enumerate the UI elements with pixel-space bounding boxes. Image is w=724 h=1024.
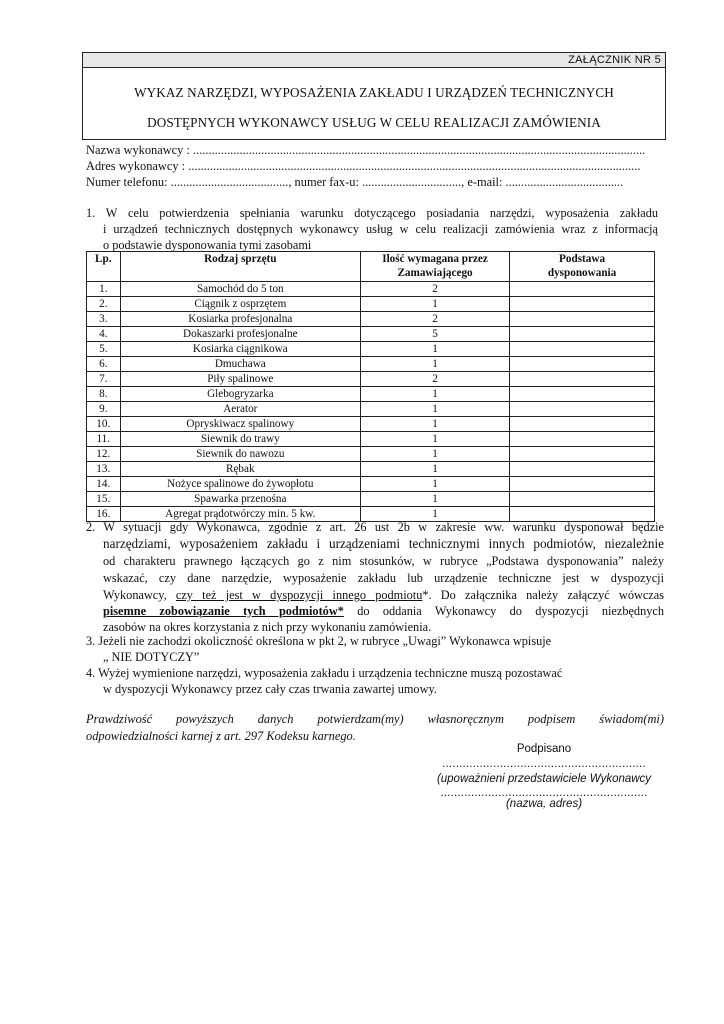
table-row — [87, 342, 655, 357]
cell-qty: 1 — [361, 447, 510, 462]
cell-base — [510, 372, 655, 387]
cell-lp: 10. — [87, 417, 121, 432]
cell-type: Samochód do 5 ton — [120, 282, 360, 297]
cell-type: Spawarka przenośna — [120, 492, 360, 507]
cell-qty: 5 — [361, 327, 510, 342]
point-2-line-5c: *. Do załącznika należy załączyć wówczas — [422, 588, 665, 602]
cell-lp: 11. — [87, 432, 121, 447]
cell-lp: 2. — [87, 297, 121, 312]
phone-label: Numer telefonu: ...................................... — [86, 175, 289, 189]
cell-qty: 1 — [361, 507, 510, 522]
cell-qty: 1 — [361, 477, 510, 492]
cell-lp: 16. — [87, 507, 121, 522]
table-row — [87, 462, 655, 477]
table-row — [87, 327, 655, 342]
header-base — [510, 252, 655, 282]
cell-lp: 3. — [87, 312, 121, 327]
cell-lp: 7. — [87, 372, 121, 387]
table-row — [87, 312, 655, 327]
cell-type: Ciągnik z osprzętem — [120, 297, 360, 312]
cell-type: Nożyce spalinowe do żywopłotu — [120, 477, 360, 492]
table-row — [87, 387, 655, 402]
annex-label: ZAŁĄCZNIK NR 5 — [568, 54, 661, 66]
signature-role: (upoważnieni przedstawiciele Wykonawcy — [436, 773, 652, 785]
cell-qty: 1 — [361, 492, 510, 507]
declaration-line-2: odpowiedzialności karnej z art. 297 Kodeksu karnego. — [86, 729, 356, 743]
cell-lp: 13. — [87, 462, 121, 477]
point-2-line-3: od charakteru prawnego łączących go z nim stosunków, w rubryce „Podstawa dysponowania” należy — [103, 554, 664, 568]
header-qty — [361, 252, 510, 282]
table-row — [87, 297, 655, 312]
point-3-line-2: „ NIE DOTYCZY” — [103, 650, 200, 664]
header-qty-line-2: Zamawiającego — [397, 267, 473, 279]
cell-base — [510, 327, 655, 342]
cell-lp: 5. — [87, 342, 121, 357]
signature-label: Podpisano — [516, 743, 572, 755]
cell-base — [510, 342, 655, 357]
header-lp: Lp. — [87, 252, 121, 282]
cell-base — [510, 282, 655, 297]
cell-qty: 1 — [361, 387, 510, 402]
point-4-line-1: 4. Wyżej wymienione narzędzi, wyposażenia zakładu i urządzenia techniczne muszą pozostawać — [86, 666, 563, 680]
cell-qty: 1 — [361, 417, 510, 432]
document-title — [82, 67, 666, 140]
cell-type: Opryskiwacz spalinowy — [120, 417, 360, 432]
cell-type: Glebogryzarka — [120, 387, 360, 402]
cell-base — [510, 462, 655, 477]
cell-type: Siewnik do trawy — [120, 432, 360, 447]
contractor-address-line: Adres wykonawcy : .................................................................................................................................................. — [86, 159, 641, 173]
cell-qty: 1 — [361, 297, 510, 312]
cell-base — [510, 417, 655, 432]
point-2-line-6 — [103, 603, 664, 619]
point-4-line-2: w dyspozycji Wykonawcy przez cały czas trwania zawartej umowy. — [103, 682, 437, 696]
header-qty-line-1: Ilość wymagana przez — [382, 253, 488, 265]
cell-lp: 14. — [87, 477, 121, 492]
cell-lp: 9. — [87, 402, 121, 417]
title-line-1: WYKAZ NARZĘDZI, WYPOSAŻENIA ZAKŁADU I URZĄDZEŃ TECHNICZNYCH — [134, 85, 614, 100]
table-row — [87, 372, 655, 387]
cell-lp: 4. — [87, 327, 121, 342]
point-2-line-5 — [103, 587, 664, 603]
cell-qty: 1 — [361, 342, 510, 357]
cell-base — [510, 297, 655, 312]
table-body — [87, 282, 655, 522]
point-1-line-3: o podstawie dysponowania tymi zasobami — [103, 238, 312, 252]
point-2-line-4: wskazać, czy dane narzędzie, wyposażenie zakładu lub urządzenie techniczne jest w dyspozycji — [103, 571, 664, 585]
table-row — [87, 492, 655, 507]
table-row — [87, 282, 655, 297]
signature-name-address: (nazwa, adres) — [505, 798, 583, 810]
point-1-line-2: i urządzeń technicznych dostępnych wykonawcy usług w celu realizacji zamówienia wraz z informacją — [103, 222, 658, 236]
cell-qty: 1 — [361, 432, 510, 447]
cell-type: Rębak — [120, 462, 360, 477]
point-2-other-entity: czy też jest w dyspozycji innego podmiotu — [175, 588, 423, 602]
signature-dots-2: ............................................................. — [440, 787, 648, 799]
cell-type: Agregat prądotwórczy min. 5 kw. — [120, 507, 360, 522]
title-line-2: DOSTĘPNYCH WYKONAWCY USŁUG W CELU REALIZACJI ZAMÓWIENIA — [147, 115, 601, 130]
cell-type: Dokaszarki profesjonalne — [120, 327, 360, 342]
point-2-written-commitment: pisemne zobowiązanie tych podmiotów* — [103, 604, 344, 618]
cell-type: Siewnik do nawozu — [120, 447, 360, 462]
cell-qty: 1 — [361, 462, 510, 477]
cell-type: Piły spalinowe — [120, 372, 360, 387]
table-row — [87, 432, 655, 447]
table-row — [87, 447, 655, 462]
cell-type: Dmuchawa — [120, 357, 360, 372]
cell-base — [510, 492, 655, 507]
cell-base — [510, 477, 655, 492]
signature-dots-1: ............................................................ — [442, 758, 646, 770]
contractor-name-line: Nazwa wykonawcy : .................................................................................................................................................. — [86, 143, 646, 157]
cell-qty: 1 — [361, 402, 510, 417]
equipment-table — [86, 251, 655, 522]
cell-base — [510, 432, 655, 447]
declaration-line-1: Prawdziwość powyższych danych potwierdzam(my) własnoręcznym podpisem świadom(mi) — [86, 712, 664, 726]
point-2-line-7: zasobów na okres korzystania z nich przy wykonaniu zamówienia. — [103, 620, 432, 634]
table-row — [87, 402, 655, 417]
cell-base — [510, 312, 655, 327]
cell-lp: 8. — [87, 387, 121, 402]
cell-qty: 2 — [361, 312, 510, 327]
header-base-line-1: Podstawa — [559, 253, 606, 265]
cell-qty: 1 — [361, 357, 510, 372]
point-2-line-2: narzędziami, wyposażeniem zakładu i urządzeniami technicznymi innych podmiotów, niezależnie — [103, 536, 664, 551]
table-row — [87, 417, 655, 432]
cell-type: Aerator — [120, 402, 360, 417]
table-header-row — [87, 252, 655, 282]
cell-base — [510, 357, 655, 372]
contractor-contact-line — [86, 174, 666, 190]
fax-label: , numer fax-u: ................................ — [288, 175, 462, 189]
cell-type: Kosiarka profesjonalna — [120, 312, 360, 327]
cell-lp: 6. — [87, 357, 121, 372]
annex-header — [82, 52, 666, 68]
email-label: , e-mail: ...................................... — [461, 175, 624, 189]
point-3-line-1: 3. Jeżeli nie zachodzi okoliczność określona w pkt 2, w rubryce „Uwagi” Wykonawca wpisuje — [86, 634, 552, 648]
header-type: Rodzaj sprzętu — [120, 252, 360, 282]
table-row — [87, 357, 655, 372]
cell-lp: 12. — [87, 447, 121, 462]
cell-base — [510, 447, 655, 462]
point-2-line-5a: Wykonawcy, — [103, 588, 176, 602]
header-base-line-2: dysponowania — [547, 267, 617, 279]
cell-qty: 2 — [361, 282, 510, 297]
cell-lp: 1. — [87, 282, 121, 297]
point-1-line-1: 1. W celu potwierdzenia spełniania warunku dotyczącego posiadania narzędzi, wyposażenia zakładu — [86, 206, 658, 220]
cell-type: Kosiarka ciągnikowa — [120, 342, 360, 357]
cell-base — [510, 387, 655, 402]
point-2-line-1: 2. W sytuacji gdy Wykonawca, zgodnie z art. 26 ust 2b w zakresie ww. warunku dysponował będzie — [86, 520, 664, 534]
table-row — [87, 477, 655, 492]
cell-lp: 15. — [87, 492, 121, 507]
cell-qty: 2 — [361, 372, 510, 387]
point-2-line-6b: do oddania Wykonawcy do dyspozycji niezbędnych — [343, 604, 664, 618]
cell-base — [510, 402, 655, 417]
